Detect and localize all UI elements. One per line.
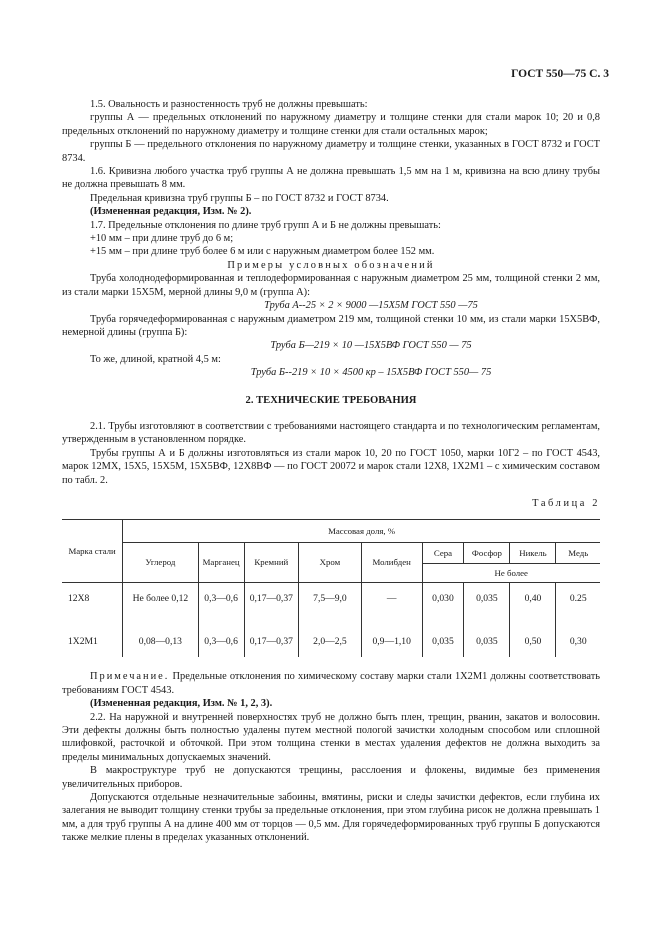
paragraph-group-a: группы А — предельных отклонений по наружному диаметру и толщине стенки для стали марок 10; 20 и 0,8 предельных отклонений по наружному диаметру и толщине стенки для стали остальных марок; xyxy=(62,112,600,137)
paragraph-group-b: группы Б — предельного отклонения по наружному диаметру и толщине стенки, указанных в ГОСТ 8732 и ГОСТ 8734. xyxy=(62,139,600,164)
cell-manganese: 0,3—0,6 xyxy=(198,625,244,657)
length-tolerance-2: +15 мм – при длине труб более 6 м или с наружным диаметром более 152 мм. xyxy=(90,246,435,258)
cell-manganese: 0,3—0,6 xyxy=(198,583,244,626)
example-1-text: Труба холоднодеформированная и теплодеформированная с наружным диаметром 25 мм, толщиной стенки 2 мм, из стали марки 15Х5М, мерной длины 9,0 м (группа А): xyxy=(62,273,600,298)
header-sulfur: Сера xyxy=(422,543,464,564)
header-chromium: Хром xyxy=(299,543,362,583)
header-nickel: Никель xyxy=(510,543,556,564)
header-silicon: Кремний xyxy=(244,543,298,583)
paragraph-2-1: 2.1. Трубы изготовляют в соответствии с требованиями настоящего стандарта и по технологическим регламентам, утвержденным в установленном порядке. xyxy=(62,420,600,446)
amendment-note-2: (Измененная редакция, Изм. № 1, 2, 3). xyxy=(90,698,273,710)
cell-nickel: 0,40 xyxy=(510,583,556,626)
paragraph-1-5: 1.5. Овальность и разностенность труб не должны превышать: xyxy=(90,99,368,110)
length-tolerance-1: +10 мм – при длине труб до 6 м; xyxy=(90,233,234,245)
table-row xyxy=(62,625,600,657)
header-phosphorus: Фосфор xyxy=(464,543,510,564)
cell-carbon: 0,08—0,13 xyxy=(123,625,198,657)
cell-phosphorus: 0,035 xyxy=(464,625,510,657)
cell-sulfur: 0,030 xyxy=(422,583,464,626)
page-header: ГОСТ 550—75 С. 3 xyxy=(511,68,609,80)
example-1-formula: Труба А--25 × 2 × 9000 —15Х5М ГОСТ 550 —75 xyxy=(264,300,478,312)
header-molybdenum: Молибден xyxy=(361,543,422,583)
example-2-text: Труба горячедеформированная с наружным диаметром 219 мм, толщиной стенки 10 мм, из стали марки 15Х5ВФ, немерной длины (группа Б): xyxy=(62,313,600,338)
cell-chromium: 7,5—9,0 xyxy=(299,583,362,626)
header-manganese: Марганец xyxy=(198,543,244,583)
table-label: Таблица 2 xyxy=(532,497,600,509)
cell-molybdenum: 0,9—1,10 xyxy=(361,625,422,657)
cell-nickel: 0,50 xyxy=(510,625,556,657)
examples-title: Примеры условных обозначений xyxy=(227,259,435,271)
paragraph-curvature-b: Предельная кривизна труб группы Б – по ГОСТ 8732 и ГОСТ 8734. xyxy=(90,192,389,204)
paragraph-macrostructure: В макроструктуре труб не допускаются трещины, расслоения и флокены, видимые без применения увеличительных приборов. xyxy=(62,765,600,790)
note-label: Примечание. xyxy=(90,671,170,683)
paragraph-2-2: 2.2. На наружной и внутренней поверхностях труб не должно быть плен, трещин, рванин, закатов и волосовин. Эти дефекты должны быть полностью удалены путем местной пологой зачистки холодным способом или сплошной шлифовкой, расточкой и обточкой. При этом толщина стенки в местах удаления дефектов не должна выходить за пределы минимальных допускаемых значений. xyxy=(62,711,600,763)
example-3-text: То же, длиной, кратной 4,5 м: xyxy=(90,353,221,365)
header-copper: Медь xyxy=(556,543,600,564)
cell-copper: 0,30 xyxy=(569,635,587,647)
paragraph-defects: Допускаются отдельные незначительные забоины, вмятины, риски и следы зачистки дефектов, если глубина их залегания не выводит толщину стенки трубы за предельные отклонения, при этом глубина рисок не должна превышать 1 мм, а для труб группы А на длине 400 мм от торцов — 0,5 мм. Для горячедеформированных труб группы Б допускаются также мелкие плены в пределах указанных отклонений. xyxy=(62,792,600,844)
cell-chromium: 2,0—2,5 xyxy=(299,625,362,657)
cell-phosphorus: 0,035 xyxy=(464,583,510,626)
cell-copper: 0.25 xyxy=(569,593,587,605)
cell-grade: 1Х2М1 xyxy=(62,625,123,657)
document-body xyxy=(62,98,600,845)
example-3-formula: Труба Б--219 × 10 × 4500 кр – 15Х5ВФ ГОСТ 550— 75 xyxy=(250,367,492,379)
example-2-formula: Труба Б—219 × 10 —15Х5ВФ ГОСТ 550 — 75 xyxy=(270,340,472,352)
section-2-title: 2. ТЕХНИЧЕСКИЕ ТРЕБОВАНИЯ xyxy=(245,394,417,406)
header-grade: Марка стали xyxy=(62,520,123,583)
paragraph-steel-grades: Трубы группы А и Б должны изготовляться из стали марок 10, 20 по ГОСТ 1050, марки 10Г2 – по ГОСТ 4543, марок 12МХ, 15Х5, 15Х5М, 15Х5ВФ, 12Х8ВФ — по ГОСТ 20072 и марок стали 12Х8, 1Х2М1 – с химическим составом по табл. 2. xyxy=(62,447,600,486)
table-row xyxy=(62,583,600,626)
chemical-composition-table xyxy=(62,519,600,657)
cell-molybdenum: — xyxy=(361,583,422,626)
cell-silicon: 0,17—0,37 xyxy=(244,625,298,657)
table-note xyxy=(62,670,600,697)
header-mass-fraction: Массовая доля, % xyxy=(123,520,600,543)
cell-sulfur: 0,035 xyxy=(422,625,464,657)
cell-carbon: Не более 0,12 xyxy=(123,583,198,626)
paragraph-1-6: 1.6. Кривизна любого участка труб группы А не должна превышать 1,5 мм на 1 м, кривизна на всю длину трубы не должна превышать 8 мм. xyxy=(62,166,600,191)
cell-silicon: 0,17—0,37 xyxy=(244,583,298,626)
paragraph-1-7: 1.7. Предельные отклонения по длине труб групп А и Б не должны превышать: xyxy=(90,219,441,231)
header-not-more: Не более xyxy=(422,564,600,583)
amendment-note-1: (Измененная редакция, Изм. № 2). xyxy=(90,206,252,218)
cell-grade: 12Х8 xyxy=(62,583,123,626)
header-carbon: Углерод xyxy=(123,543,198,583)
note-text: Предельные отклонения по химическому составу марки стали 1Х2М1 должны соответствовать требованиям ГОСТ 4543. xyxy=(62,671,600,696)
